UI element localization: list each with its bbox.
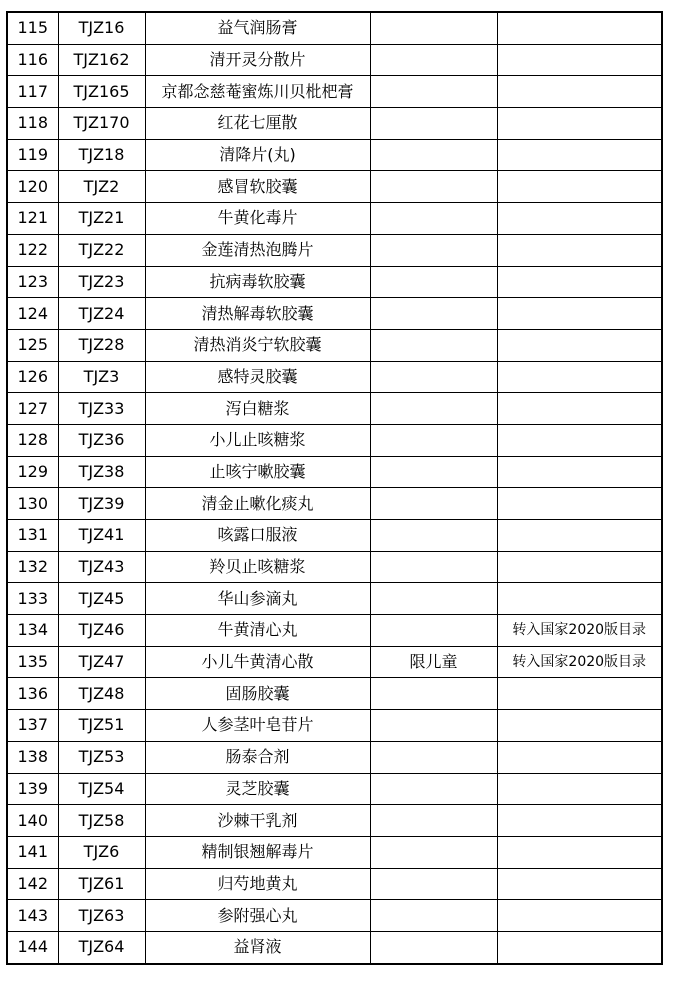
- restriction-cell: [370, 234, 497, 266]
- remark-cell: [497, 931, 662, 963]
- drug-code-cell: TJZ18: [58, 139, 145, 171]
- table-row: [7, 329, 662, 361]
- restriction-cell: [370, 44, 497, 76]
- restriction-cell: [370, 393, 497, 425]
- table-row: [7, 488, 662, 520]
- drug-name-cell: 参附强心丸: [145, 900, 370, 932]
- remark-cell: [497, 836, 662, 868]
- drug-code-cell: TJZ53: [58, 741, 145, 773]
- restriction-cell: [370, 678, 497, 710]
- table-row: [7, 393, 662, 425]
- drug-code-cell: TJZ28: [58, 329, 145, 361]
- table-row: [7, 836, 662, 868]
- row-number-cell: 134: [7, 615, 58, 647]
- drug-name-cell: 肠泰合剂: [145, 741, 370, 773]
- restriction-cell: [370, 551, 497, 583]
- restriction-cell: [370, 266, 497, 298]
- row-number-cell: 123: [7, 266, 58, 298]
- drug-code-cell: TJZ61: [58, 868, 145, 900]
- drug-code-cell: TJZ33: [58, 393, 145, 425]
- drug-name-cell: 华山参滴丸: [145, 583, 370, 615]
- remark-cell: [497, 456, 662, 488]
- drug-code-cell: TJZ21: [58, 203, 145, 235]
- drug-name-cell: 红花七厘散: [145, 108, 370, 140]
- restriction-cell: [370, 773, 497, 805]
- drug-name-cell: 沙棘干乳剂: [145, 805, 370, 837]
- row-number-cell: 119: [7, 139, 58, 171]
- drug-name-cell: 牛黄化毒片: [145, 203, 370, 235]
- row-number-cell: 130: [7, 488, 58, 520]
- remark-cell: [497, 361, 662, 393]
- drug-name-cell: 清热消炎宁软胶囊: [145, 329, 370, 361]
- remark-cell: [497, 678, 662, 710]
- restriction-cell: [370, 139, 497, 171]
- table-row: [7, 868, 662, 900]
- row-number-cell: 140: [7, 805, 58, 837]
- row-number-cell: 132: [7, 551, 58, 583]
- row-number-cell: 117: [7, 76, 58, 108]
- remark-cell: [497, 583, 662, 615]
- row-number-cell: 116: [7, 44, 58, 76]
- drug-name-cell: 牛黄清心丸: [145, 615, 370, 647]
- restriction-cell: [370, 76, 497, 108]
- table-row: [7, 234, 662, 266]
- table-row: [7, 424, 662, 456]
- restriction-cell: [370, 931, 497, 963]
- drug-name-cell: 灵芝胶囊: [145, 773, 370, 805]
- remark-cell: [497, 76, 662, 108]
- drug-name-cell: 清金止嗽化痰丸: [145, 488, 370, 520]
- drug-code-cell: TJZ39: [58, 488, 145, 520]
- remark-cell: [497, 108, 662, 140]
- drug-name-cell: 咳露口服液: [145, 520, 370, 552]
- drug-name-cell: 感特灵胶囊: [145, 361, 370, 393]
- table-row: [7, 741, 662, 773]
- remark-cell: [497, 171, 662, 203]
- table-row: [7, 583, 662, 615]
- drug-name-cell: 止咳宁嗽胶囊: [145, 456, 370, 488]
- drug-code-cell: TJZ165: [58, 76, 145, 108]
- row-number-cell: 133: [7, 583, 58, 615]
- row-number-cell: 129: [7, 456, 58, 488]
- remark-cell: [497, 139, 662, 171]
- table-row: [7, 361, 662, 393]
- drug-name-cell: 人参茎叶皂苷片: [145, 710, 370, 742]
- table-row: [7, 520, 662, 552]
- drug-code-cell: TJZ24: [58, 298, 145, 330]
- remark-cell: [497, 741, 662, 773]
- drug-name-cell: 抗病毒软胶囊: [145, 266, 370, 298]
- table-row: [7, 710, 662, 742]
- row-number-cell: 115: [7, 12, 58, 44]
- table-row: [7, 456, 662, 488]
- drug-name-cell: 感冒软胶囊: [145, 171, 370, 203]
- restriction-cell: [370, 329, 497, 361]
- table-row: [7, 805, 662, 837]
- drug-code-cell: TJZ64: [58, 931, 145, 963]
- table-row: [7, 900, 662, 932]
- drug-name-cell: 益肾液: [145, 931, 370, 963]
- table-row: [7, 266, 662, 298]
- row-number-cell: 125: [7, 329, 58, 361]
- drug-code-cell: TJZ58: [58, 805, 145, 837]
- drug-code-cell: TJZ23: [58, 266, 145, 298]
- drug-code-cell: TJZ54: [58, 773, 145, 805]
- drug-code-cell: TJZ6: [58, 836, 145, 868]
- drug-name-cell: 泻白糖浆: [145, 393, 370, 425]
- remark-cell: [497, 805, 662, 837]
- drug-name-cell: 小儿牛黄清心散: [145, 646, 370, 678]
- row-number-cell: 126: [7, 361, 58, 393]
- restriction-cell: [370, 203, 497, 235]
- remark-cell: [497, 44, 662, 76]
- table-row: [7, 139, 662, 171]
- drug-code-cell: TJZ48: [58, 678, 145, 710]
- table-row: [7, 646, 662, 678]
- drug-code-cell: TJZ2: [58, 171, 145, 203]
- drug-name-cell: 小儿止咳糖浆: [145, 424, 370, 456]
- restriction-cell: [370, 108, 497, 140]
- table-row: [7, 12, 662, 44]
- table-row: [7, 931, 662, 963]
- restriction-cell: [370, 171, 497, 203]
- row-number-cell: 127: [7, 393, 58, 425]
- remark-cell: 转入国家2020版目录: [497, 615, 662, 647]
- drug-code-cell: TJZ3: [58, 361, 145, 393]
- restriction-cell: [370, 424, 497, 456]
- restriction-cell: [370, 583, 497, 615]
- restriction-cell: 限儿童: [370, 646, 497, 678]
- row-number-cell: 118: [7, 108, 58, 140]
- table-row: [7, 615, 662, 647]
- remark-cell: [497, 900, 662, 932]
- row-number-cell: 128: [7, 424, 58, 456]
- table-row: [7, 108, 662, 140]
- restriction-cell: [370, 615, 497, 647]
- row-number-cell: 142: [7, 868, 58, 900]
- row-number-cell: 139: [7, 773, 58, 805]
- drug-name-cell: 归芍地黄丸: [145, 868, 370, 900]
- table-row: [7, 76, 662, 108]
- drug-name-cell: 清热解毒软胶囊: [145, 298, 370, 330]
- row-number-cell: 144: [7, 931, 58, 963]
- table-body: [7, 12, 662, 964]
- remark-cell: [497, 298, 662, 330]
- remark-cell: [497, 520, 662, 552]
- remark-cell: [497, 710, 662, 742]
- drug-code-cell: TJZ45: [58, 583, 145, 615]
- drug-name-cell: 金莲清热泡腾片: [145, 234, 370, 266]
- table-row: [7, 44, 662, 76]
- table-row: [7, 551, 662, 583]
- drug-name-cell: 精制银翘解毒片: [145, 836, 370, 868]
- remark-cell: [497, 203, 662, 235]
- row-number-cell: 121: [7, 203, 58, 235]
- drug-code-cell: TJZ46: [58, 615, 145, 647]
- drug-code-cell: TJZ22: [58, 234, 145, 266]
- drug-code-cell: TJZ41: [58, 520, 145, 552]
- restriction-cell: [370, 710, 497, 742]
- restriction-cell: [370, 805, 497, 837]
- restriction-cell: [370, 12, 497, 44]
- remark-cell: [497, 868, 662, 900]
- row-number-cell: 131: [7, 520, 58, 552]
- drug-list-table: [6, 11, 663, 965]
- drug-name-cell: 羚贝止咳糖浆: [145, 551, 370, 583]
- row-number-cell: 141: [7, 836, 58, 868]
- row-number-cell: 120: [7, 171, 58, 203]
- row-number-cell: 135: [7, 646, 58, 678]
- remark-cell: [497, 12, 662, 44]
- restriction-cell: [370, 741, 497, 773]
- row-number-cell: 138: [7, 741, 58, 773]
- row-number-cell: 124: [7, 298, 58, 330]
- restriction-cell: [370, 900, 497, 932]
- table-row: [7, 203, 662, 235]
- row-number-cell: 122: [7, 234, 58, 266]
- restriction-cell: [370, 520, 497, 552]
- restriction-cell: [370, 488, 497, 520]
- drug-code-cell: TJZ38: [58, 456, 145, 488]
- remark-cell: [497, 424, 662, 456]
- row-number-cell: 136: [7, 678, 58, 710]
- drug-code-cell: TJZ162: [58, 44, 145, 76]
- drug-name-cell: 固肠胶囊: [145, 678, 370, 710]
- remark-cell: [497, 266, 662, 298]
- drug-code-cell: TJZ47: [58, 646, 145, 678]
- drug-name-cell: 益气润肠膏: [145, 12, 370, 44]
- row-number-cell: 143: [7, 900, 58, 932]
- drug-code-cell: TJZ36: [58, 424, 145, 456]
- remark-cell: [497, 393, 662, 425]
- restriction-cell: [370, 298, 497, 330]
- remark-cell: [497, 234, 662, 266]
- drug-code-cell: TJZ43: [58, 551, 145, 583]
- restriction-cell: [370, 836, 497, 868]
- restriction-cell: [370, 361, 497, 393]
- remark-cell: 转入国家2020版目录: [497, 646, 662, 678]
- remark-cell: [497, 551, 662, 583]
- restriction-cell: [370, 456, 497, 488]
- drug-name-cell: 清降片(丸): [145, 139, 370, 171]
- restriction-cell: [370, 868, 497, 900]
- drug-code-cell: TJZ63: [58, 900, 145, 932]
- remark-cell: [497, 488, 662, 520]
- table-row: [7, 773, 662, 805]
- table-row: [7, 298, 662, 330]
- drug-code-cell: TJZ170: [58, 108, 145, 140]
- remark-cell: [497, 773, 662, 805]
- table-row: [7, 171, 662, 203]
- table-row: [7, 678, 662, 710]
- remark-cell: [497, 329, 662, 361]
- drug-name-cell: 京都念慈菴蜜炼川贝枇杷膏: [145, 76, 370, 108]
- drug-code-cell: TJZ16: [58, 12, 145, 44]
- row-number-cell: 137: [7, 710, 58, 742]
- drug-code-cell: TJZ51: [58, 710, 145, 742]
- drug-name-cell: 清开灵分散片: [145, 44, 370, 76]
